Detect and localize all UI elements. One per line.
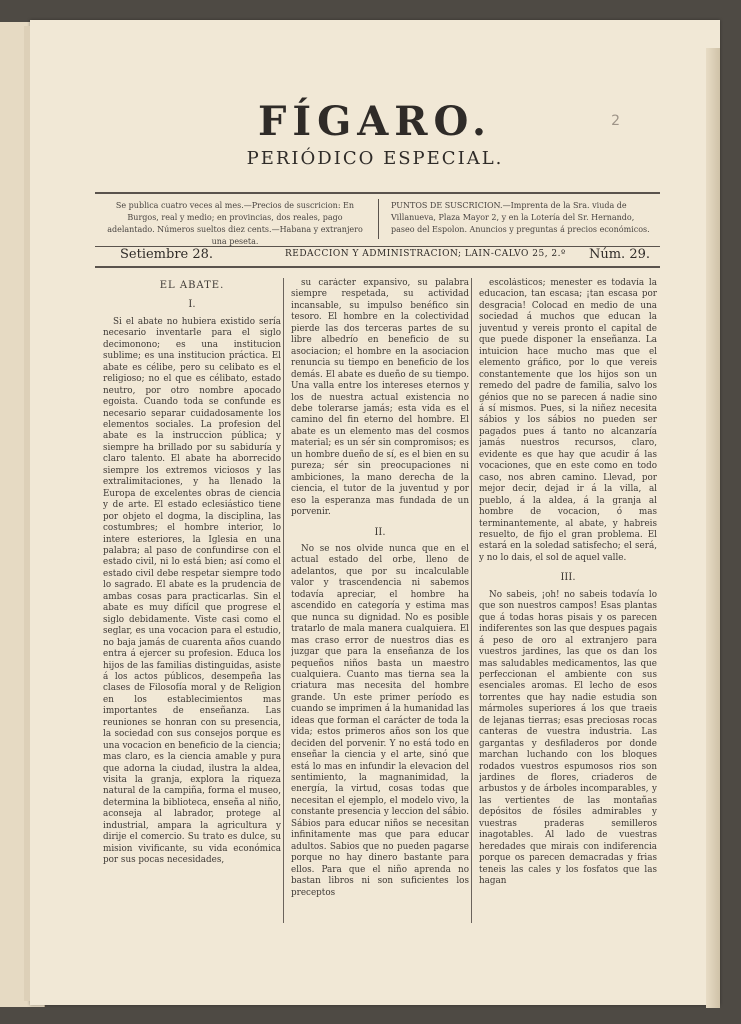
masthead-title: FÍGARO. [258,98,492,145]
column-1 [103,278,281,968]
column-1-text: Si el abate no hubiera existido sería necesario inventarle para el siglo decimonono; es una institucion sublime; es una institucion práctica. El abate es célibe, pero su celibato es el religioso; no el que es célibato, estado neutro, por otro nombre apocado egoista. Cuando toda se confunde es necesario separar cuidadosamente los elementos sociales. La profesion del abate es la instruccion pública; y siempre ha brillado por su sabiduría y claro talento. El abate ha aborrecido siempre los extremos viciosos y las extralimitaciones, y ha llenado la Europa de excelentes obras de ciencia y de arte. El estado eclesiástico tiene por objeto el dogma, la disciplina, las costumbres; el hombre interior, lo intere esteriores, la Iglesia en una palabra; al paso de confundirse con el estado civil, ni lo está bien; así como el estado civil debe respetar siempre todo lo sagrado. El abate es la prudencia de ambas cosas para practicarlas. Sin el abate es muy difícil que progrese el siglo debidamente. Viste casi como el seglar, es una vocacion para el estudio, no baja jamás de cuarenta años cuando entra á ejercer su profesion. Educa los hijos de las familias distinguidas, asiste á los actos públicos, desempeña las clases de Filosofía moral y de Religion en los establecimientos mas importantes de enseñanza. Las reuniones se honran con su presencia, la sociedad con sus consejos porque es una vocacion en beneficio de la ciencia; mas claro, es la ciencia amable y pura que adorna la ciudad, ilustra la aldea, visita la granja, explora la riqueza natural de la campiña, forma el museo, determina la biblioteca, enseña al niño, aconseja al labrador, protege al industrial, ampara la agricultura y dirije el comercio. Su trato es dulce, su mision vivificante, su vida económica por sus pocas necesidades, [103,316,281,866]
issue-date: Setiembre 28. [120,247,214,262]
column-3 [479,278,657,968]
masthead-subtitle: PERIÓDICO ESPECIAL. [246,148,504,169]
subscription-locations: PUNTOS DE SUSCRICION.—Imprenta de la Sra. viuda de Villanueva, Plaza Mayor 2, y en la Lotería del Sr. Hernando, paseo del Espolon. Anuncios y preguntas á precios económicos. [391,201,650,234]
column-3-text-a: escolásticos; menester es todavía la educacion, tan escasa; ¡tan escasa por desgracia! Colocad en medio de una sociedad á muchos que educan la juventud y vereis pronto el capital de que puede disponer la enseñanza. La intuicion hace mucho mas que el elemento gráfico, por lo que vereis constantemente que los hijos son un remedo del padre de familia, salvo los génios que no se parecen á nadie sino á sí mismos. Pues, si la niñez necesita sábios y los sábios no pueden ser pagados pues á tanto no alcanzaría jamás nuestros recursos, claro, evidente es que hay que acudir á las vocaciones, que en este como en todo caso, nos abren camino. Llevad, por mejor decir, dejad ir á la villa, al pueblo, á la aldea, á la granja al hombre de vocacion, ó mas terminantemente, al abate, y habreis resuelto, de fijo el gran problema. El estará en la soledad satisfecho; el será, y no lo dais, el sol de aquel valle. [479,278,657,563]
section-heading-3: III. [560,572,576,584]
column-2 [291,278,469,968]
notice-divider [378,199,379,239]
column-3-text-b: No sabeis, ¡oh! no sabeis todavía lo que son nuestros campos! Esas plantas que á todas horas pisais y os parecen indiferentes son las que despues pagais á peso de oro al extranjero para vuestros jardines, las que os dan los mas saludables medicamentos, las que perfeccionan el ambiente con sus esenciales aromas. El lecho de esos torrentes que hay nadie estudia son mármoles superiores á los que traeis de lejanas tierras; esas preciosas rocas canteras de vuestra industria. Las gargantas y desfiladeros por donde marchan luchando con los bloques rodados vuestros espumosos rios son jardines de flores, criaderos de arbustos y de árboles incomparables, y las vertientes de las montañas depósitos de fósiles admirables y vuestras praderas semilleros inagotables. Al lado de vuestras heredades que mirais con indiferencia porque os parecen demacradas y frias teneis las cales y los fosfatos que las hagan [479,589,657,887]
subscription-terms: Se publica cuatro veces al mes.—Precios de suscricion: En Burgos, real y medio; en provincias, dos reales, pago adelantado. Números sueltos diez cents.—Habana y extranjero una peseta. [107,201,363,246]
section-heading-1: I. [188,299,196,311]
page-edge-stack [706,48,720,1008]
dateline [95,244,660,268]
column-rule-1 [283,278,284,923]
editorial-address: REDACCION Y ADMINISTRACION; LAIN-CALVO 25, 2.º [285,249,566,259]
issue-number: Núm. 29. [588,247,650,262]
article-title: EL ABATE. [159,280,225,291]
subscription-notices [95,192,660,247]
column-2-text-a: su carácter expansivo, su palabra siempre respetada, su actividad incansable, su impulso benéfico sin tesoro. El hombre en la colectividad pierde las dos terceras partes de su libre albedrío en beneficio de su asociacion; el hombre en la asociacion renuncia su tiempo en beneficio de los demás. El abate es dueño de su tiempo. Una valla entre los intereses eternos y los de nuestra actual existencia no debe tolerarse jamás; esta vida es el camino del fin eterno del hombre. El abate es un elemento mas del cosmos material; es un sér sin compromisos; es un hombre dueño de sí, es el bien en su pureza; sér sin preocupaciones ni ambiciones, la mano derecha de la ciencia, el tutor de la juventud y por eso la esperanza mas fundada de un porvenir. [291,278,469,518]
section-heading-2: II. [374,526,386,538]
column-2-text-b: No se nos olvide nunca que en el actual estado del orbe, lleno de adelantos, que por su incalculable valor y trascendencia ni sabemos todavía apreciar, el hombre ha ascendido en categoría y estima mas que nunca su dignidad. No es posible tratarlo de mala manera cualquiera. El mas craso error de nuestros dias es juzgar que para la enseñanza de los pequeños niños basta un maestro cualquiera. Cuanto mas tierna sea la criatura mas necesita del hombre grande. Un este primer período es cuando se imprimen á la humanidad las ideas que forman el carácter de toda la vida; estos primeros años son los que deciden del porvenir. Y no está todo en enseñar la ciencia y el arte, sinó que está lo mas en infundir la elevacion del sentimiento, la magnanimidad, la energía, la virtud, cosas todas que necesitan el ejemplo, el modelo vivo, la constante presencia y leccion del sábio. Sábios para educar niños se necesitan infinitamente mas que para educar adultos. Sabios que no pueden pagarse porque no hay dinero bastante para ellos. Para que el niño aprenda no bastan libros ni son suficientes los preceptos [291,543,469,898]
newspaper-page [30,20,720,1005]
column-rule-2 [471,278,472,923]
page-number-stamp: 2 [611,113,620,129]
article-columns [95,278,660,983]
